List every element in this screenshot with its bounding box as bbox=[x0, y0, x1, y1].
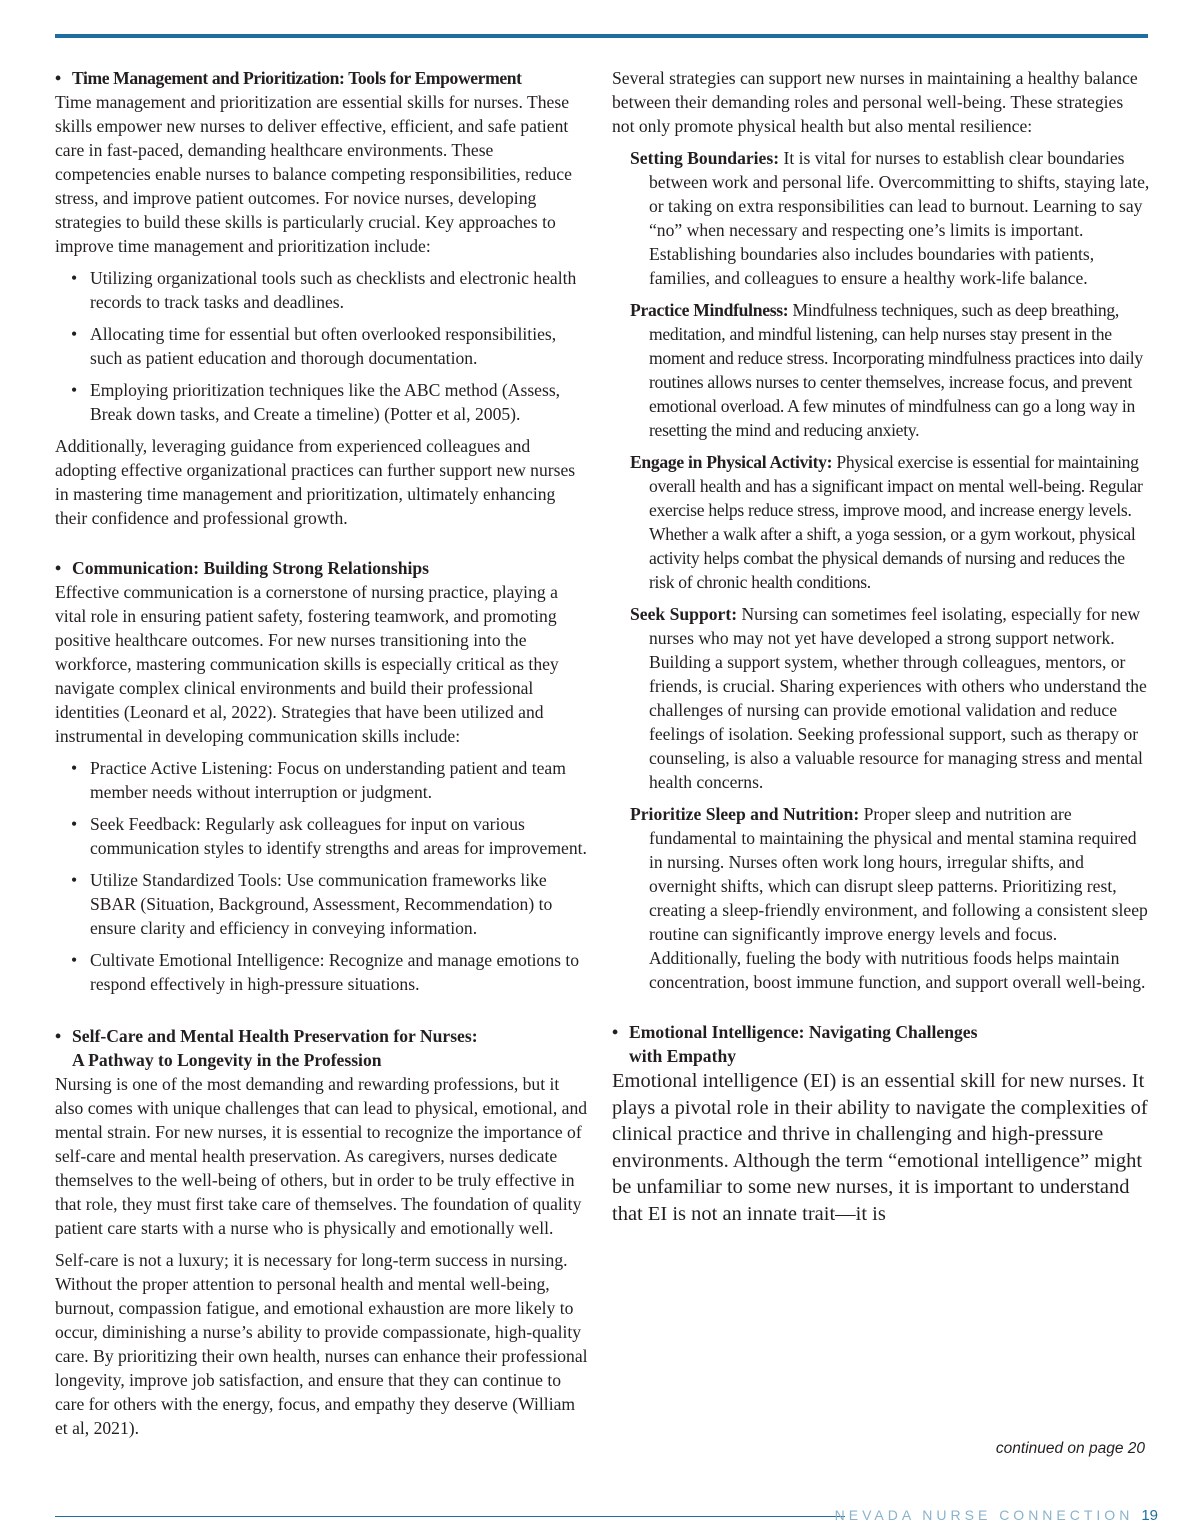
list-item: • Utilizing organizational tools such as checklists and electronic health records to track tasks and deadlines. bbox=[71, 266, 590, 314]
footer-rule bbox=[55, 1516, 845, 1517]
section-heading-self-care: • Self-Care and Mental Health Preservation for Nurses: A Pathway to Longevity in the Profession bbox=[55, 1026, 478, 1070]
list-item: • Utilize Standardized Tools: Use communication frameworks like SBAR (Situation, Background, Assessment, Recommendation) to ensure clarity and efficiency in conveying information. bbox=[71, 868, 590, 940]
section-heading-time-management: • Time Management and Prioritization: Tools for Empowerment bbox=[55, 68, 522, 88]
strategy-practice-mindfulness: Practice Mindfulness: Mindfulness techniques, such as deep breathing, meditation, and mindful listening, can help nurses stay present in the moment and reduce stress. Incorporating mindfulness practices into daily routines allows nurses to center themselves, increase focus, and prevent emotional overload. A few minutes of mindfulness can go a long way in resetting the mind and reducing anxiety. bbox=[630, 300, 1143, 440]
top-rule bbox=[55, 34, 1148, 38]
publication-name: NEVADA NURSE CONNECTION bbox=[834, 1507, 1134, 1523]
time-management-intro: Time management and prioritization are essential skills for nurses. These skills empower new nurses to deliver effective, efficient, and safe patient care in fast-paced, demanding healthcare environments. These competencies enable nurses to balance competing responsibilities, reduce stress, and improve patient outcomes. For novice nurses, developing strategies to build these skills is particularly crucial. Key approaches to improve time management and prioritization include: bbox=[55, 92, 572, 256]
section-heading-communication: • Communication: Building Strong Relationships bbox=[55, 558, 430, 578]
page-footer bbox=[835, 1507, 1158, 1524]
strategy-sleep-nutrition: Prioritize Sleep and Nutrition: Proper sleep and nutrition are fundamental to maintaining the physical and mental stamina required in nursing. Nurses often work long hours, irregular shifts, and overnight shifts, which can disrupt sleep patterns. Prioritizing rest, creating a sleep-friendly environment, and following a consistent sleep routine can significantly improve energy levels and focus. Additionally, fueling the body with nutritious foods helps maintain concentration, boost immune function, and support overall well-being. bbox=[630, 804, 1148, 992]
emotional-intelligence-text: Emotional intelligence (EI) is an essential skill for new nurses. It plays a pivotal role in their ability to navigate the complexities of clinical practice and thrive in challenging and high-pressure environments. Although the term “emotional intelligence” might be unfamiliar to some new nurses, it is important to understand that EI is not an innate trait—it is bbox=[612, 1070, 1148, 1225]
bullet-icon: • bbox=[55, 68, 61, 88]
strategy-physical-activity: Engage in Physical Activity: Physical exercise is essential for maintaining overall health and has a significant impact on mental well-being. Regular exercise helps reduce stress, improve mood, and increase energy levels. Whether a walk after a shift, a yoga session, or a gym workout, physical activity helps combat the physical demands of nursing and reduces the risk of chronic health conditions. bbox=[630, 452, 1143, 592]
page-number: 19 bbox=[1141, 1507, 1158, 1524]
self-care-paragraph-2: Self-care is not a luxury; it is necessary for long-term success in nursing. Without the proper attention to personal health and mental well-being, burnout, compassion fatigue, and emotional exhaustion are more likely to occur, diminishing a nurse’s ability to provide compassionate, high-quality care. By prioritizing their own health, nurses can enhance their professional longevity, improve job satisfaction, and ensure that they can continue to care for others with the energy, focus, and empathy they deserve (William et al, 2021). bbox=[55, 1250, 588, 1438]
bullet-icon: • bbox=[612, 1022, 619, 1042]
strategy-seek-support: Seek Support: Nursing can sometimes feel isolating, especially for new nurses who may not yet have developed a strong support network. Building a support system, whether through colleagues, mentors, or friends, is crucial. Sharing experiences with others who understand the challenges of nursing can provide emotional validation and reduce feelings of isolation. Seeking professional support, such as therapy or counseling, is also a valuable resource for managing stress and mental health concerns. bbox=[630, 604, 1147, 792]
list-item: • Seek Feedback: Regularly ask colleagues for input on various communication styles to identify strengths and areas for improvement. bbox=[71, 812, 590, 860]
self-care-paragraph-3: Several strategies can support new nurses in maintaining a healthy balance between their demanding roles and personal well-being. These strategies not only promote physical health but also mental resilience: bbox=[612, 68, 1138, 136]
list-item: • Allocating time for essential but often overlooked responsibilities, such as patient education and thorough documentation. bbox=[71, 322, 590, 370]
list-item: • Employing prioritization techniques like the ABC method (Assess, Break down tasks, and Create a timeline) (Potter et al, 2005). bbox=[71, 378, 590, 426]
section-heading-emotional-intelligence: • Emotional Intelligence: Navigating Challenges with Empathy bbox=[612, 1022, 978, 1066]
bullet-icon: • bbox=[55, 558, 62, 578]
right-column bbox=[612, 66, 1150, 1235]
time-management-closing: Additionally, leveraging guidance from experienced colleagues and adopting effective organizational practices can further support new nurses in mastering time management and prioritization, ultimately enhancing their confidence and professional growth. bbox=[55, 436, 576, 528]
communication-intro: Effective communication is a cornerstone of nursing practice, playing a vital role in ensuring patient safety, fostering teamwork, and promoting positive healthcare outcomes. For new nurses transitioning into the workforce, mastering communication skills is especially critical as they navigate complex clinical environments and build their professional identities (Leonard et al, 2022). Strategies that have been utilized and instrumental in developing communication skills include: bbox=[55, 582, 559, 746]
strategy-setting-boundaries: Setting Boundaries: It is vital for nurses to establish clear boundaries between work and personal life. Overcommitting to shifts, staying late, or taking on extra responsibilities can lead to burnout. Learning to say “no” when necessary and respecting one’s limits is important. Establishing boundaries also includes boundaries with patients, families, and colleagues to ensure a healthy work-life balance. bbox=[630, 148, 1150, 288]
bullet-icon: • bbox=[55, 1026, 62, 1046]
communication-list bbox=[55, 756, 590, 996]
list-item: • Cultivate Emotional Intelligence: Recognize and manage emotions to respond effectively in high-pressure situations. bbox=[71, 948, 590, 996]
self-care-paragraph-1: Nursing is one of the most demanding and rewarding professions, but it also comes with unique challenges that can lead to physical, emotional, and mental strain. For new nurses, it is essential to recognize the importance of self-care and mental health preservation. As caregivers, nurses dedicate themselves to the well-being of others, but in order to be truly effective in that role, they must first take care of themselves. The foundation of quality patient care starts with a nurse who is physically and emotionally well. bbox=[55, 1074, 588, 1238]
left-column bbox=[55, 66, 590, 1448]
time-management-list bbox=[55, 266, 590, 426]
list-item: • Practice Active Listening: Focus on understanding patient and team member needs without interruption or judgment. bbox=[71, 756, 590, 804]
continued-note: continued on page 20 bbox=[995, 1440, 1145, 1457]
